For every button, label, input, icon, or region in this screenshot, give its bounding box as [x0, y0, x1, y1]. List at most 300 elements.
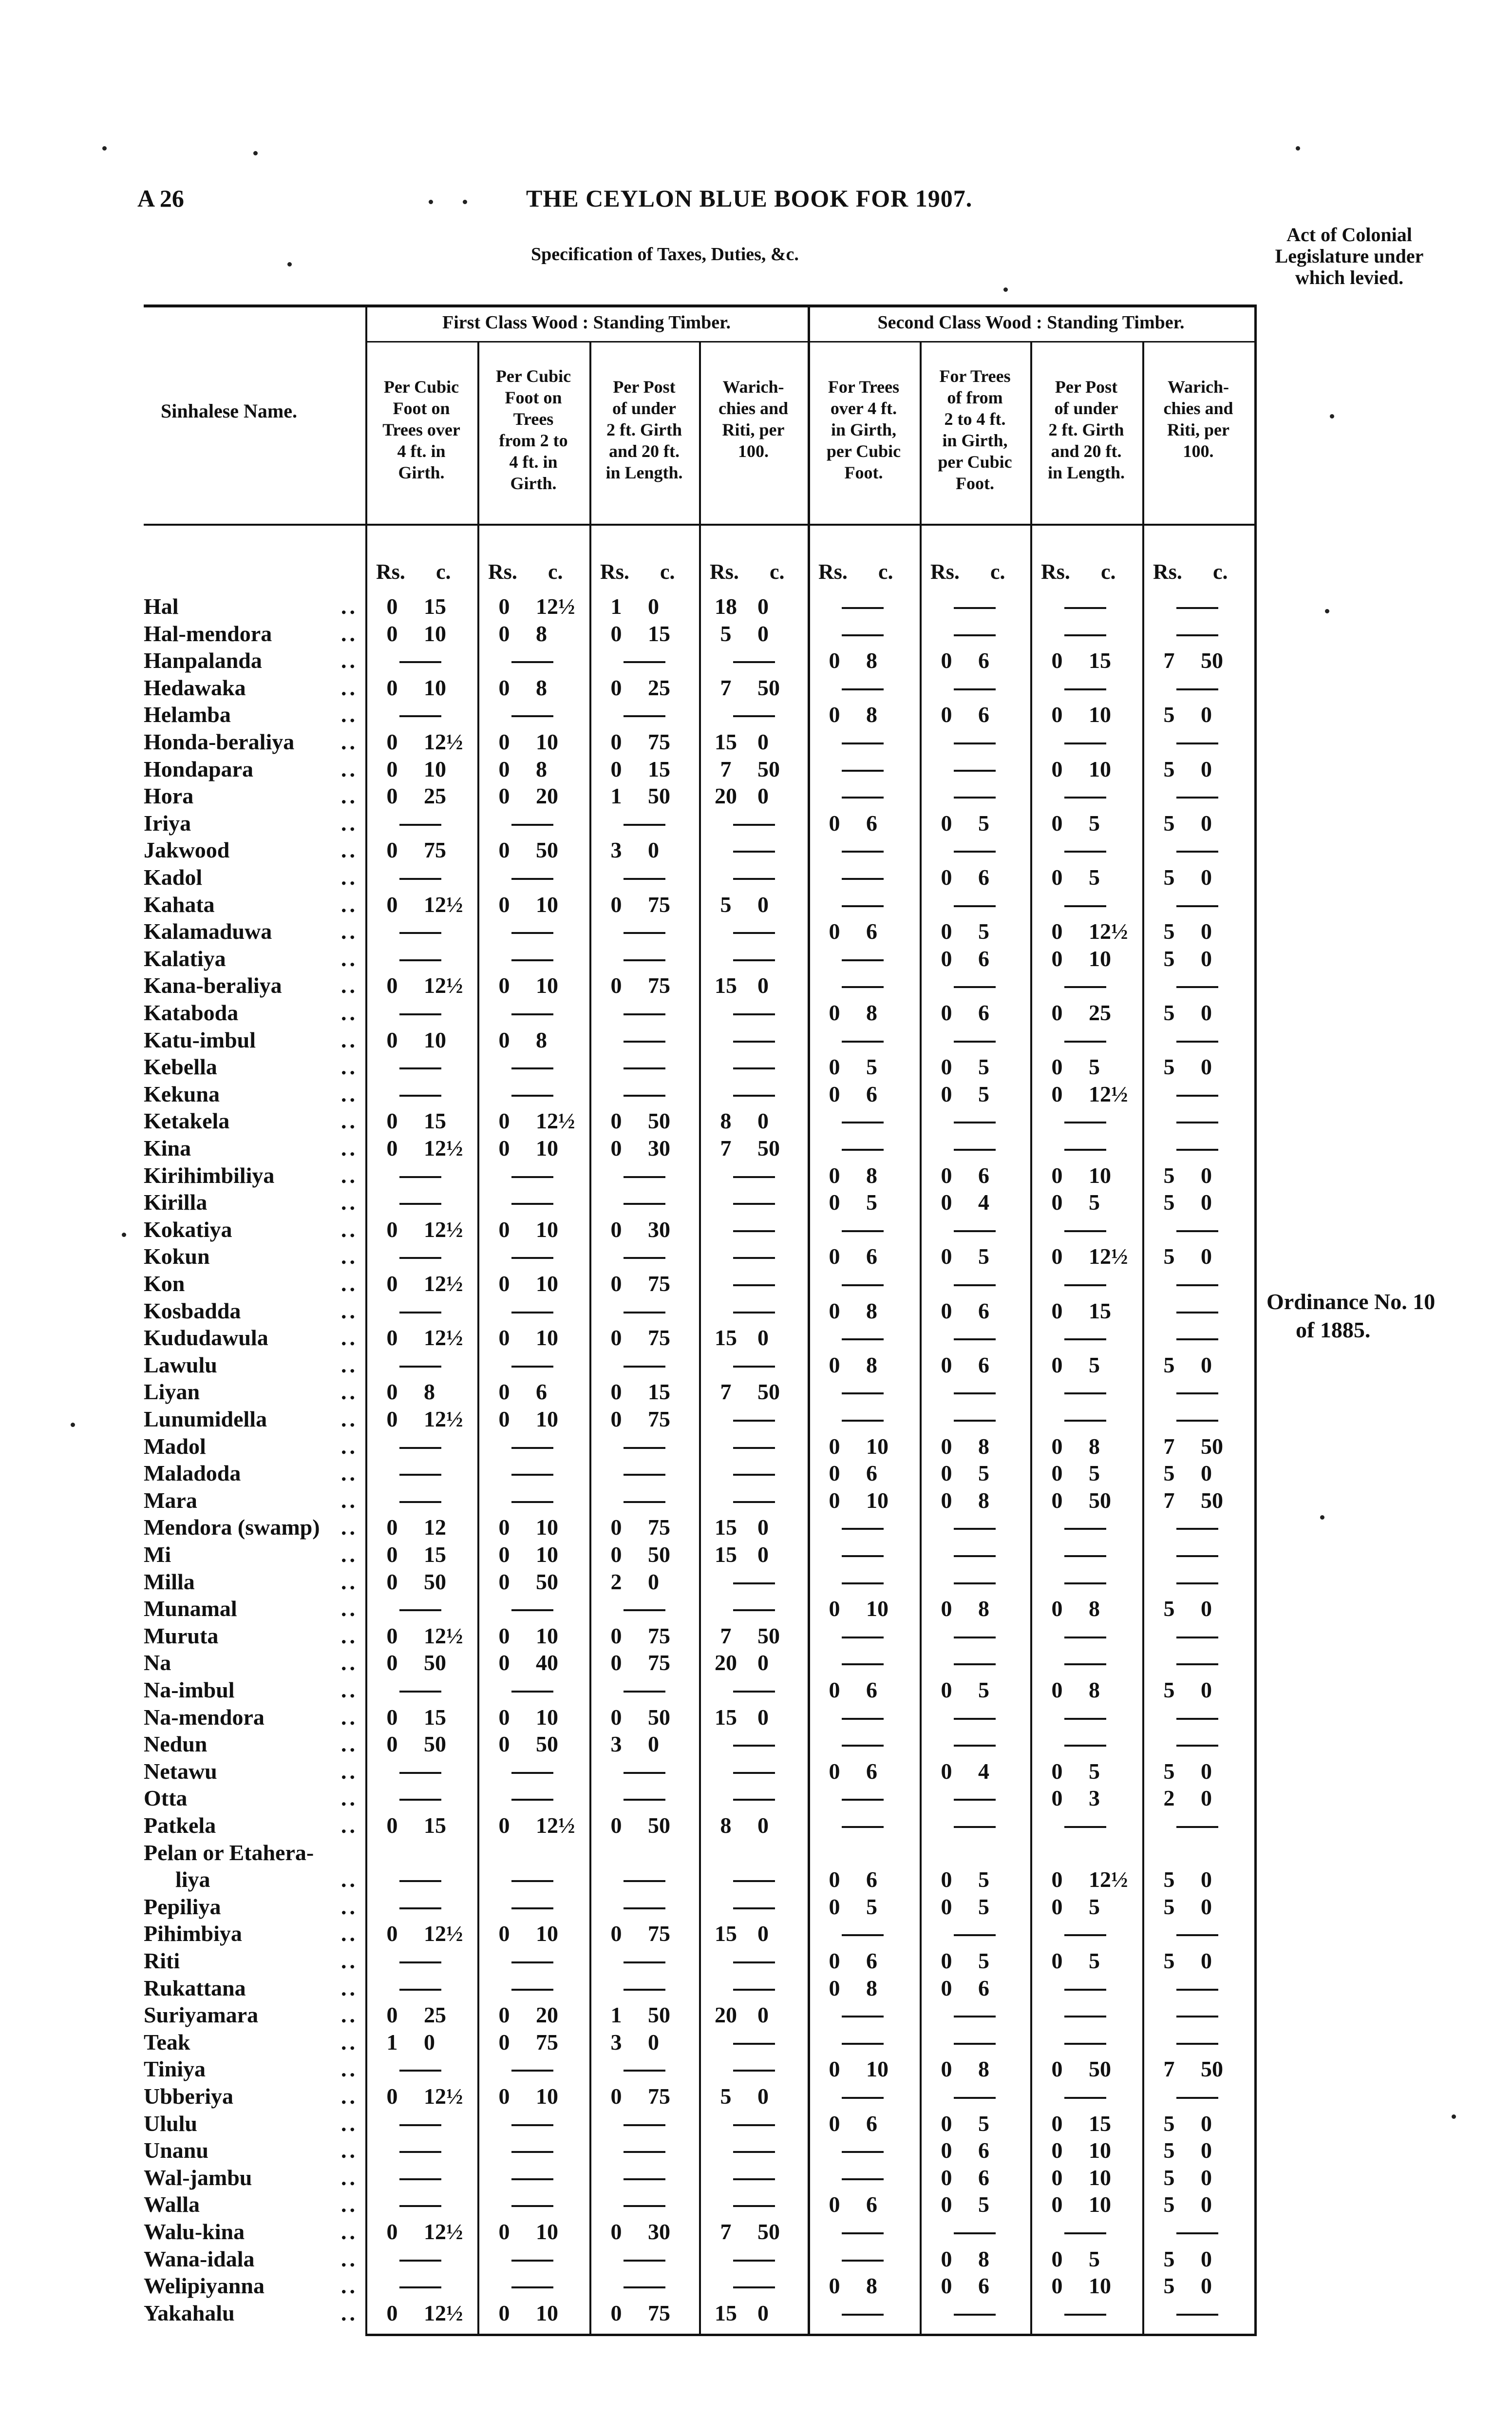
- leader-dots: ..: [341, 1054, 358, 1080]
- unit-rupees: Rs.: [600, 560, 629, 584]
- empty-cell-dash: [399, 2286, 441, 2288]
- cell-rupees: 15: [715, 973, 737, 998]
- empty-cell-dash: [399, 1501, 441, 1503]
- empty-cell-dash: [733, 1284, 775, 1286]
- cell-cents: 6: [866, 1081, 877, 1106]
- column-header-line: of under: [612, 399, 676, 418]
- cell-cents: 0: [648, 594, 659, 619]
- cell-cents: 6: [978, 1975, 989, 2000]
- cell-rupees: 0: [498, 1704, 510, 1730]
- cell-cents: 8: [536, 1027, 547, 1052]
- leader-dots: ..: [341, 1975, 358, 2000]
- cell-cents: 10: [536, 2084, 558, 2109]
- cell-cents: 0: [1201, 2273, 1212, 2299]
- cell-cents: 5: [978, 1948, 989, 1973]
- act-header-line: which levied.: [1295, 266, 1404, 288]
- timber-name: Na-imbul: [144, 1677, 235, 1702]
- empty-cell-dash: [1176, 2043, 1218, 2045]
- cell-cents: 12½: [424, 1623, 463, 1648]
- empty-cell-dash: [511, 1366, 553, 1368]
- empty-cell-dash: [733, 932, 775, 934]
- cell-rupees: 5: [1163, 2246, 1175, 2271]
- empty-cell-dash: [733, 1501, 775, 1503]
- cell-rupees: 0: [498, 1271, 510, 1296]
- cell-cents: 15: [648, 756, 670, 781]
- empty-cell-dash: [399, 2178, 441, 2180]
- column-header: [1030, 376, 1142, 483]
- cell-rupees: 0: [941, 2192, 952, 2217]
- empty-cell-dash: [1064, 986, 1106, 988]
- leader-dots: ..: [341, 1948, 358, 1973]
- cell-rupees: 0: [610, 1704, 622, 1730]
- empty-cell-dash: [1064, 1338, 1106, 1340]
- empty-cell-dash: [842, 1528, 884, 1530]
- cell-cents: 0: [1201, 2192, 1212, 2217]
- cell-cents: 6: [866, 1677, 877, 1702]
- empty-cell-dash: [399, 959, 441, 961]
- cell-cents: 6: [866, 1244, 877, 1269]
- empty-cell-dash: [733, 2178, 775, 2180]
- empty-cell-dash: [1064, 905, 1106, 907]
- cell-cents: 30: [648, 2219, 670, 2244]
- empty-cell-dash: [511, 932, 553, 934]
- cell-rupees: 0: [386, 783, 398, 809]
- cell-cents: 5: [978, 1081, 989, 1106]
- empty-cell-dash: [624, 661, 665, 663]
- empty-cell-dash: [733, 1013, 775, 1015]
- cell-rupees: 0: [941, 1948, 952, 1973]
- cell-rupees: 5: [1163, 2111, 1175, 2136]
- cell-cents: 5: [1089, 1190, 1100, 1215]
- timber-name: Kokun: [144, 1244, 210, 1269]
- empty-cell-dash: [624, 1257, 665, 1259]
- cell-rupees: 5: [720, 621, 732, 646]
- cell-rupees: 0: [1051, 1162, 1063, 1188]
- column-header-line: from 2 to: [499, 431, 568, 450]
- empty-cell-dash: [733, 1772, 775, 1774]
- cell-rupees: 0: [829, 1081, 840, 1106]
- empty-cell-dash: [624, 959, 665, 961]
- empty-cell-dash: [733, 715, 775, 717]
- empty-cell-dash: [511, 2205, 553, 2207]
- cell-cents: 0: [757, 2084, 769, 2109]
- cell-rupees: 0: [829, 1054, 840, 1080]
- empty-cell-dash: [733, 1691, 775, 1693]
- cell-cents: 10: [1089, 702, 1111, 727]
- empty-cell-dash: [624, 824, 665, 826]
- empty-cell-dash: [954, 1528, 996, 1530]
- cell-rupees: 20: [715, 783, 737, 809]
- empty-cell-dash: [399, 1609, 441, 1611]
- cell-cents: 12½: [424, 1217, 463, 1242]
- empty-cell-dash: [624, 1203, 665, 1205]
- timber-name: Kirihimbiliya: [144, 1162, 275, 1188]
- empty-cell-dash: [842, 1934, 884, 1936]
- cell-rupees: 0: [1051, 1786, 1063, 1811]
- cell-cents: 0: [1201, 1054, 1212, 1080]
- cell-cents: 50: [757, 1136, 780, 1161]
- cell-rupees: 7: [720, 675, 732, 700]
- empty-cell-dash: [399, 2260, 441, 2262]
- empty-cell-dash: [399, 1474, 441, 1476]
- empty-cell-dash: [1176, 986, 1218, 988]
- leader-dots: ..: [341, 1732, 358, 1757]
- cell-rupees: 5: [1163, 1054, 1175, 1080]
- empty-cell-dash: [399, 1907, 441, 1909]
- cell-rupees: 0: [498, 1921, 510, 1946]
- cell-cents: 8: [1089, 1677, 1100, 1702]
- leader-dots: ..: [341, 648, 358, 673]
- cell-cents: 8: [866, 1162, 877, 1188]
- cell-cents: 0: [1201, 946, 1212, 971]
- leader-dots: ..: [341, 1271, 358, 1296]
- timber-name: Hora: [144, 783, 194, 809]
- cell-rupees: 0: [386, 1921, 398, 1946]
- timber-name: Mi: [144, 1542, 171, 1567]
- column-header: [920, 365, 1030, 494]
- cell-rupees: 0: [1051, 648, 1063, 673]
- empty-cell-dash: [842, 2232, 884, 2234]
- cell-rupees: 7: [1163, 2056, 1175, 2082]
- cell-cents: 10: [424, 675, 446, 700]
- cell-cents: 0: [757, 621, 769, 646]
- cell-cents: 5: [1089, 1461, 1100, 1486]
- cell-rupees: 0: [386, 1569, 398, 1594]
- cell-rupees: 0: [386, 1542, 398, 1567]
- empty-cell-dash: [511, 1447, 553, 1449]
- cell-rupees: 0: [941, 810, 952, 836]
- empty-cell-dash: [624, 1067, 665, 1069]
- cell-cents: 25: [424, 2002, 446, 2028]
- empty-cell-dash: [624, 2070, 665, 2072]
- cell-cents: 25: [424, 783, 446, 809]
- timber-name: Kahata: [144, 892, 215, 917]
- cell-rupees: 0: [498, 2084, 510, 2109]
- empty-cell-dash: [733, 878, 775, 880]
- cell-cents: 6: [866, 1461, 877, 1486]
- cell-rupees: 15: [715, 1921, 737, 1946]
- empty-cell-dash: [624, 878, 665, 880]
- empty-cell-dash: [1064, 1230, 1106, 1232]
- empty-cell-dash: [1176, 1718, 1218, 1720]
- cell-cents: 6: [866, 2192, 877, 2217]
- unit-cents: c.: [770, 560, 785, 584]
- leader-dots: ..: [341, 1758, 358, 1784]
- cell-cents: 0: [1201, 1162, 1212, 1188]
- empty-cell-dash: [511, 1772, 553, 1774]
- column-header-line: in Length.: [1047, 463, 1125, 482]
- cell-rupees: 0: [498, 756, 510, 781]
- cell-rupees: 5: [1163, 810, 1175, 836]
- cell-rupees: 0: [941, 1352, 952, 1377]
- empty-cell-dash: [511, 1474, 553, 1476]
- empty-cell-dash: [954, 2016, 996, 2017]
- empty-cell-dash: [624, 932, 665, 934]
- empty-cell-dash: [1064, 2232, 1106, 2234]
- cell-rupees: 0: [498, 1515, 510, 1540]
- empty-cell-dash: [399, 715, 441, 717]
- cell-rupees: 7: [1163, 648, 1175, 673]
- empty-cell-dash: [1064, 1745, 1106, 1747]
- empty-cell-dash: [954, 2097, 996, 2099]
- column-header-line: in Girth,: [942, 431, 1008, 450]
- cell-rupees: 5: [720, 2084, 732, 2109]
- empty-cell-dash: [511, 2070, 553, 2072]
- cell-cents: 10: [866, 1433, 888, 1459]
- leader-dots: ..: [341, 675, 358, 700]
- empty-cell-dash: [733, 1609, 775, 1611]
- timber-name: Lunumidella: [144, 1407, 267, 1431]
- empty-cell-dash: [842, 1392, 884, 1394]
- cell-cents: 0: [1201, 2165, 1212, 2190]
- cell-rupees: 5: [1163, 1948, 1175, 1973]
- empty-cell-dash: [954, 1338, 996, 1340]
- cell-cents: 8: [536, 621, 547, 646]
- timber-name: Iriya: [144, 810, 191, 836]
- cell-rupees: 0: [498, 892, 510, 917]
- empty-cell-dash: [1176, 742, 1218, 744]
- cell-cents: 5: [978, 1054, 989, 1080]
- leader-dots: ..: [341, 729, 358, 754]
- empty-cell-dash: [511, 2178, 553, 2180]
- timber-name: Walla: [144, 2192, 200, 2217]
- cell-rupees: 5: [1163, 1894, 1175, 1919]
- empty-cell-dash: [733, 661, 775, 663]
- cell-rupees: 0: [1051, 810, 1063, 836]
- cell-rupees: 0: [1051, 2273, 1063, 2299]
- empty-cell-dash: [1176, 2232, 1218, 2234]
- empty-cell-dash: [842, 905, 884, 907]
- cell-cents: 0: [1201, 2246, 1212, 2271]
- cell-rupees: 0: [829, 1894, 840, 1919]
- leader-dots: ..: [341, 1433, 358, 1459]
- cell-cents: 12½: [424, 1407, 463, 1431]
- empty-cell-dash: [1176, 1582, 1218, 1584]
- empty-cell-dash: [399, 661, 441, 663]
- cell-rupees: 0: [941, 2056, 952, 2082]
- cell-rupees: 3: [610, 1732, 622, 1757]
- cell-cents: 5: [1089, 1894, 1100, 1919]
- cell-cents: 5: [866, 1054, 877, 1080]
- empty-cell-dash: [842, 1799, 884, 1801]
- leader-dots: ..: [341, 2273, 358, 2299]
- cell-cents: 8: [978, 1433, 989, 1459]
- cell-rupees: 0: [829, 1758, 840, 1784]
- empty-cell-dash: [954, 1555, 996, 1557]
- cell-rupees: 0: [610, 1217, 622, 1242]
- timber-name: Maladoda: [144, 1461, 241, 1486]
- empty-cell-dash: [733, 1582, 775, 1584]
- empty-cell-dash: [624, 1312, 665, 1313]
- cell-cents: 12½: [1089, 1867, 1128, 1892]
- scan-speck: [1003, 287, 1008, 292]
- cell-rupees: 5: [1163, 1867, 1175, 1892]
- cell-cents: 0: [424, 2029, 435, 2055]
- cell-rupees: 5: [1163, 919, 1175, 944]
- empty-cell-dash: [733, 1230, 775, 1232]
- leader-dots: ..: [341, 1461, 358, 1486]
- cell-cents: 10: [1089, 2138, 1111, 2163]
- empty-cell-dash: [399, 2205, 441, 2207]
- leader-dots: ..: [341, 865, 358, 890]
- empty-cell-dash: [399, 1989, 441, 1991]
- cell-rupees: 0: [386, 756, 398, 781]
- empty-cell-dash: [954, 1041, 996, 1043]
- cell-rupees: 0: [498, 1542, 510, 1567]
- leader-dots: ..: [341, 2138, 358, 2163]
- leader-dots: ..: [341, 1921, 358, 1946]
- timber-name: Otta: [144, 1786, 188, 1811]
- cell-rupees: 0: [386, 621, 398, 646]
- cell-cents: 0: [1201, 1596, 1212, 1621]
- cell-cents: 0: [1201, 2111, 1212, 2136]
- timber-name: Kon: [144, 1271, 185, 1296]
- column-header-line: Trees: [513, 409, 554, 429]
- unit-rupees: Rs.: [818, 560, 848, 584]
- empty-cell-dash: [842, 2097, 884, 2099]
- timber-name: Katu-imbul: [144, 1027, 256, 1052]
- empty-cell-dash: [1064, 607, 1106, 609]
- cell-cents: 5: [1089, 1352, 1100, 1377]
- cell-rupees: 0: [498, 2219, 510, 2244]
- cell-rupees: 0: [941, 1867, 952, 1892]
- cell-cents: 0: [1201, 2138, 1212, 2163]
- column-header-line: in Girth,: [831, 420, 896, 439]
- table-top-rule: [144, 304, 1257, 307]
- empty-cell-dash: [624, 1799, 665, 1801]
- unit-cents: c.: [1101, 560, 1116, 584]
- cell-rupees: 0: [1051, 919, 1063, 944]
- cell-rupees: 5: [1163, 1461, 1175, 1486]
- cell-cents: 5: [1089, 2246, 1100, 2271]
- cell-cents: 50: [1201, 648, 1223, 673]
- timber-name: Na-mendora: [144, 1704, 265, 1730]
- empty-cell-dash: [511, 715, 553, 717]
- cell-rupees: 0: [498, 1623, 510, 1648]
- empty-cell-dash: [842, 2151, 884, 2153]
- cell-rupees: 0: [941, 1162, 952, 1188]
- column-header-line: 2 to 4 ft.: [944, 409, 1006, 429]
- act-header: [1237, 224, 1461, 288]
- empty-cell-dash: [624, 1447, 665, 1449]
- empty-cell-dash: [954, 1799, 996, 1801]
- cell-rupees: 0: [941, 1596, 952, 1621]
- empty-cell-dash: [842, 1284, 884, 1286]
- empty-cell-dash: [954, 1582, 996, 1584]
- cell-rupees: 0: [498, 1732, 510, 1757]
- leader-dots: ..: [341, 594, 358, 619]
- empty-cell-dash: [733, 1041, 775, 1043]
- empty-cell-dash: [1064, 2314, 1106, 2316]
- leader-dots: ..: [341, 2111, 358, 2136]
- cell-cents: 50: [757, 1379, 780, 1405]
- cell-rupees: 0: [610, 973, 622, 998]
- empty-cell-dash: [733, 2260, 775, 2262]
- cell-cents: 6: [978, 2138, 989, 2163]
- cell-cents: 8: [536, 756, 547, 781]
- cell-rupees: 0: [941, 865, 952, 890]
- empty-cell-dash: [1064, 1663, 1106, 1665]
- empty-cell-dash: [1064, 1528, 1106, 1530]
- ordinance-line: of 1885.: [1296, 1317, 1371, 1342]
- cell-rupees: 0: [1051, 1054, 1063, 1080]
- cell-cents: 4: [978, 1190, 989, 1215]
- leader-dots: ..: [341, 1352, 358, 1377]
- cell-rupees: 0: [1051, 1677, 1063, 1702]
- empty-cell-dash: [399, 1176, 441, 1178]
- cell-cents: 6: [866, 1948, 877, 1973]
- cell-rupees: 1: [386, 2029, 398, 2055]
- cell-cents: 10: [1089, 756, 1111, 781]
- leader-dots: ..: [341, 946, 358, 971]
- column-rule: [699, 341, 701, 2334]
- column-rule: [477, 341, 479, 2334]
- cell-cents: 0: [757, 1650, 769, 1675]
- cell-rupees: 0: [386, 729, 398, 754]
- empty-cell-dash: [842, 797, 884, 799]
- column-header-line: Foot on: [393, 399, 450, 418]
- column-header-line: chies and: [1163, 399, 1233, 418]
- cell-rupees: 0: [386, 837, 398, 863]
- cell-rupees: 0: [386, 1650, 398, 1675]
- empty-cell-dash: [624, 1041, 665, 1043]
- timber-name: Madol: [144, 1433, 206, 1459]
- empty-cell-dash: [733, 1907, 775, 1909]
- cell-rupees: 1: [610, 783, 622, 809]
- cell-rupees: 5: [1163, 1244, 1175, 1269]
- cell-cents: 50: [1089, 2056, 1111, 2082]
- cell-rupees: 0: [829, 1596, 840, 1621]
- cell-rupees: 0: [498, 1027, 510, 1052]
- unit-rupees: Rs.: [376, 560, 405, 584]
- empty-cell-dash: [954, 742, 996, 744]
- cell-rupees: 8: [720, 1813, 732, 1838]
- cell-rupees: 0: [941, 2165, 952, 2190]
- cell-rupees: 0: [386, 1515, 398, 1540]
- empty-cell-dash: [842, 2043, 884, 2045]
- timber-name: Kina: [144, 1136, 191, 1161]
- cell-cents: 5: [1089, 865, 1100, 890]
- cell-cents: 75: [648, 1515, 670, 1540]
- cell-cents: 5: [978, 1677, 989, 1702]
- empty-cell-dash: [624, 1907, 665, 1909]
- cell-rupees: 0: [498, 1569, 510, 1594]
- empty-cell-dash: [511, 1907, 553, 1909]
- leader-dots: ..: [341, 2300, 358, 2325]
- empty-cell-dash: [1064, 688, 1106, 690]
- timber-name-continued: liya: [175, 1867, 210, 1892]
- leader-dots: ..: [341, 919, 358, 944]
- leader-dots: ..: [341, 1515, 358, 1540]
- cell-rupees: 0: [1051, 1487, 1063, 1513]
- cell-cents: 10: [424, 1027, 446, 1052]
- timber-name: Pepiliya: [144, 1894, 221, 1919]
- cell-cents: 6: [978, 1000, 989, 1025]
- table-caption: Specification of Taxes, Duties, &c.: [531, 244, 799, 265]
- cell-cents: 12½: [424, 2300, 463, 2325]
- cell-cents: 75: [536, 2029, 558, 2055]
- cell-cents: 15: [424, 1542, 446, 1567]
- cell-rupees: 0: [610, 1921, 622, 1946]
- cell-cents: 50: [648, 1704, 670, 1730]
- cell-rupees: 0: [610, 729, 622, 754]
- empty-cell-dash: [842, 986, 884, 988]
- cell-rupees: 0: [941, 1677, 952, 1702]
- timber-name: Yakahalu: [144, 2300, 235, 2325]
- cell-rupees: 0: [498, 1650, 510, 1675]
- leader-dots: ..: [341, 783, 358, 809]
- cell-rupees: 0: [386, 973, 398, 998]
